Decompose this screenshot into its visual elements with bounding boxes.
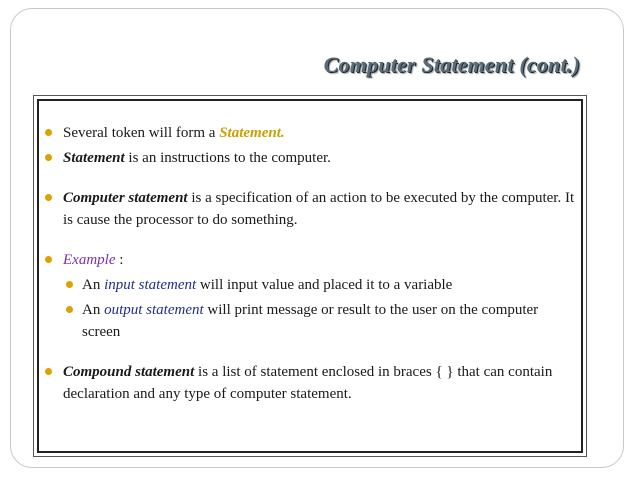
bullet-text: An: [82, 277, 105, 293]
bullet-icon: [45, 129, 52, 136]
bullet-item-computer-statement: [44, 187, 578, 231]
bullet-text: An: [82, 302, 105, 318]
term: Computer statement: [63, 190, 188, 206]
bullet-text: will print message or result to the user on the computer screen: [82, 302, 539, 340]
bullet-icon: [45, 154, 52, 161]
bullet-text: will input value and placed it to a variable: [196, 277, 453, 293]
bullet-text: is a list of statement enclosed in braces { } that can contain declaration and any type of computer statement.: [63, 364, 553, 402]
bullet-icon: [45, 256, 52, 263]
bullet-item-statement: [44, 147, 578, 169]
term: input statement: [104, 277, 197, 293]
bullet-text: :: [115, 252, 124, 268]
bullet-text: is a specification of an action to be executed by the computer. It is cause the processor to do something.: [63, 190, 575, 228]
bullet-text: is an instructions to the computer.: [124, 150, 331, 166]
term: Compound statement: [63, 364, 195, 380]
bullet-text: Several token will form a: [63, 125, 220, 141]
slide-title: Computer Statement (cont.): [323, 52, 580, 77]
term: Statement: [63, 150, 125, 166]
highlight-term: Statement.: [219, 125, 285, 141]
bullet-icon: [45, 194, 52, 201]
sub-bullet-input: [44, 274, 578, 296]
bullet-item-statement-def: [44, 122, 578, 144]
bullet-list: [44, 122, 578, 405]
bullet-icon: [66, 281, 73, 288]
sub-bullet-output: [44, 299, 578, 343]
bullet-item-compound: [44, 361, 578, 405]
bullet-item-example: [44, 249, 578, 271]
term: output statement: [104, 302, 204, 318]
bullet-icon: [45, 368, 52, 375]
bullet-icon: [66, 306, 73, 313]
example-label: Example: [63, 252, 116, 268]
